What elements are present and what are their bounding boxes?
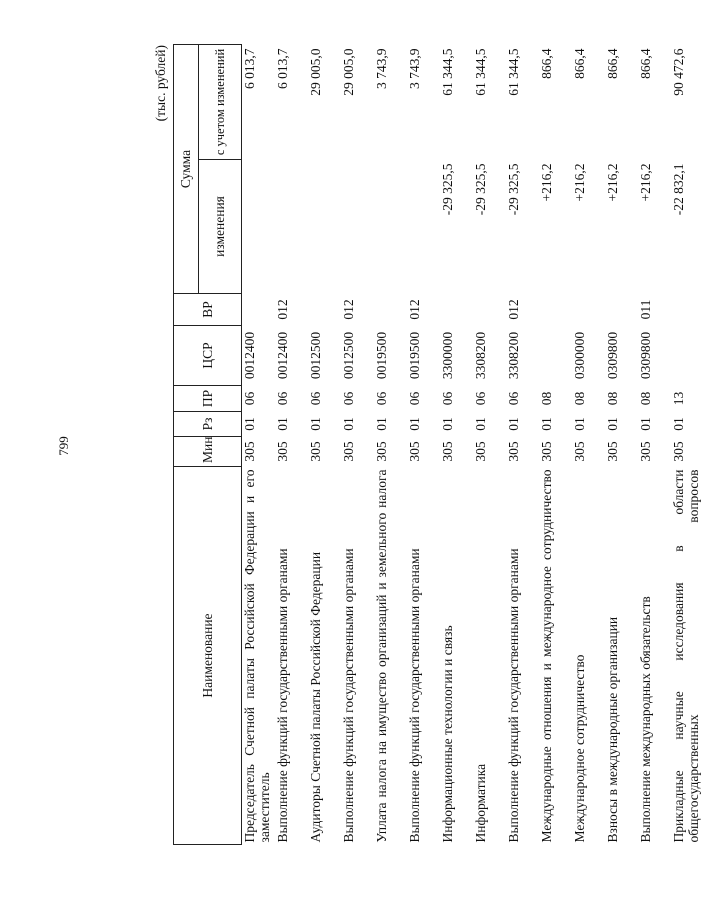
- row-change: +216,2: [637, 163, 653, 202]
- row-name: Выполнение международных обязательств: [637, 596, 653, 843]
- row-min: 305: [340, 441, 356, 462]
- row-pr: 06: [274, 391, 290, 406]
- row-total: 6 013,7: [242, 48, 257, 89]
- row-rz: 01: [307, 417, 323, 431]
- table-row: [308, 44, 341, 844]
- row-vr: [308, 294, 341, 326]
- row-change: [242, 160, 275, 294]
- header-rz: Рз: [174, 412, 242, 437]
- row-vr: [440, 294, 473, 326]
- row-name: Аудиторы Счетной палаты Российской Федерации: [307, 551, 323, 843]
- row-rz: 01: [472, 417, 488, 431]
- row-pr: 06: [406, 391, 422, 406]
- row-change: [308, 160, 341, 294]
- row-csr: [539, 326, 572, 386]
- row-min: 305: [538, 441, 554, 462]
- row-pr: 08: [637, 391, 653, 406]
- table-row: [440, 44, 473, 844]
- row-total: 3 743,9: [406, 48, 422, 89]
- table-row: [341, 44, 374, 844]
- row-min: 305: [472, 441, 488, 462]
- row-vr: [374, 294, 407, 326]
- row-vr: 012: [340, 299, 356, 320]
- row-pr: 06: [472, 391, 488, 406]
- row-total: 866,4: [571, 48, 587, 79]
- row-name: Информатика: [472, 763, 488, 843]
- row-total: 61 344,5: [472, 48, 488, 96]
- table-row: [638, 44, 671, 844]
- row-total: 866,4: [637, 48, 653, 79]
- row-change: +216,2: [571, 163, 587, 202]
- row-change: +216,2: [538, 163, 554, 202]
- page-number: 799: [56, 436, 71, 456]
- row-rz: 01: [439, 417, 455, 431]
- row-total: 29 005,0: [340, 48, 356, 96]
- row-min: 305: [242, 441, 257, 462]
- row-vr: 012: [505, 299, 521, 320]
- row-pr: 08: [604, 391, 620, 406]
- table-row: [473, 44, 506, 844]
- header-name: Наименование: [174, 467, 242, 845]
- row-vr: [572, 294, 605, 326]
- row-change: -22 832,1: [670, 163, 686, 216]
- header-change: изменения: [199, 160, 242, 294]
- row-name: Выполнение функций государственными органами: [340, 548, 356, 843]
- row-vr: [605, 294, 638, 326]
- row-csr: 0300000: [571, 331, 587, 380]
- row-name: Прикладные научные исследования в области общегосударственных вопросов: [670, 469, 701, 843]
- header-pr: ПР: [174, 386, 242, 412]
- row-change: +216,2: [604, 163, 620, 202]
- row-vr: 012: [274, 299, 290, 320]
- row-vr: [242, 294, 275, 326]
- row-csr: 0309800: [637, 331, 653, 380]
- row-rz: 01: [637, 417, 653, 431]
- table-row: [605, 44, 638, 844]
- header-vr: ВР: [174, 294, 242, 326]
- row-csr: 3300000: [439, 331, 455, 380]
- row-min: 305: [571, 441, 587, 462]
- row-min: 305: [439, 441, 455, 462]
- table-row: [506, 44, 539, 844]
- table-row: [539, 44, 572, 844]
- row-rz: 01: [274, 417, 290, 431]
- row-csr: 3308200: [472, 331, 488, 380]
- row-min: 305: [307, 441, 323, 462]
- row-pr: 06: [340, 391, 356, 406]
- row-csr: [671, 326, 711, 386]
- table-row: [407, 44, 440, 844]
- row-total: 61 344,5: [505, 48, 521, 96]
- row-pr: 06: [242, 391, 257, 406]
- row-pr: 06: [373, 391, 389, 406]
- row-pr: 06: [439, 391, 455, 406]
- table-row: [374, 44, 407, 844]
- row-change: [275, 160, 308, 294]
- header-csr: ЦСР: [174, 326, 242, 386]
- row-rz: 01: [505, 417, 521, 431]
- row-rz: 01: [538, 417, 554, 431]
- row-min: 305: [274, 441, 290, 462]
- header-min: Мин: [174, 437, 242, 467]
- table-body: [242, 44, 711, 844]
- row-rz: 01: [373, 417, 389, 431]
- row-name: Международные отношения и международное сотрудничество: [538, 469, 554, 843]
- row-name: Уплата налога на имущество организаций и земельного налога: [373, 469, 389, 843]
- row-total: 3 743,9: [373, 48, 389, 89]
- row-name: Информационные технологии и связь: [439, 625, 455, 843]
- header-sum: Сумма: [174, 44, 199, 293]
- row-name: Выполнение функций государственными органами: [505, 548, 521, 843]
- row-min: 305: [505, 441, 521, 462]
- row-total: 866,4: [538, 48, 554, 79]
- row-name: Выполнение функций государственными органами: [406, 548, 422, 843]
- row-change: [341, 160, 374, 294]
- row-name: Международное сотрудничество: [571, 654, 587, 843]
- row-min: 305: [637, 441, 653, 462]
- header-with-change: с учетом изменений: [199, 44, 242, 159]
- row-name: Взносы в международные организации: [604, 616, 620, 843]
- table-row: [242, 44, 275, 844]
- row-min: 305: [604, 441, 620, 462]
- row-rz: 01: [571, 417, 587, 431]
- table-row: [275, 44, 308, 844]
- row-min: 305: [373, 441, 389, 462]
- row-change: -29 325,5: [439, 163, 455, 216]
- row-csr: 0019500: [406, 331, 422, 380]
- row-min: 305: [406, 441, 422, 462]
- row-vr: 011: [637, 299, 653, 320]
- row-rz: 01: [670, 417, 686, 431]
- row-csr: 0012500: [340, 331, 356, 380]
- row-csr: 0019500: [373, 331, 389, 380]
- row-rz: 01: [604, 417, 620, 431]
- row-csr: 0012500: [307, 331, 323, 380]
- row-vr: [671, 294, 711, 326]
- row-name: Председатель Счетной палаты Российской Федерации и его заместитель: [242, 469, 272, 843]
- row-total: 6 013,7: [274, 48, 290, 89]
- row-vr: [473, 294, 506, 326]
- row-pr: 06: [307, 391, 323, 406]
- row-change: -29 325,5: [505, 163, 521, 216]
- row-vr: [539, 294, 572, 326]
- row-total: 90 472,6: [670, 48, 686, 96]
- row-total: 61 344,5: [439, 48, 455, 96]
- budget-table: [173, 44, 711, 845]
- row-pr: 08: [538, 391, 554, 406]
- row-change: [374, 160, 407, 294]
- row-pr: 13: [670, 391, 686, 406]
- row-total: 866,4: [604, 48, 620, 79]
- row-pr: 08: [571, 391, 587, 406]
- row-name: Выполнение функций государственными органами: [274, 548, 290, 843]
- row-vr: 012: [406, 299, 422, 320]
- row-csr: 0012400: [274, 331, 290, 380]
- budget-table-sheet: [153, 45, 701, 845]
- row-change: -29 325,5: [472, 163, 488, 216]
- row-rz: 01: [406, 417, 422, 431]
- row-csr: 0012400: [242, 331, 257, 380]
- row-rz: 01: [242, 417, 257, 431]
- row-rz: 01: [340, 417, 356, 431]
- table-row: [572, 44, 605, 844]
- row-csr: 3308200: [505, 331, 521, 380]
- row-csr: 0309800: [604, 331, 620, 380]
- row-change: [407, 160, 440, 294]
- row-min: 305: [670, 441, 686, 462]
- units-label: (тыс. рублей): [153, 45, 168, 122]
- table-row: [671, 44, 711, 844]
- row-total: 29 005,0: [307, 48, 323, 96]
- row-pr: 06: [505, 391, 521, 406]
